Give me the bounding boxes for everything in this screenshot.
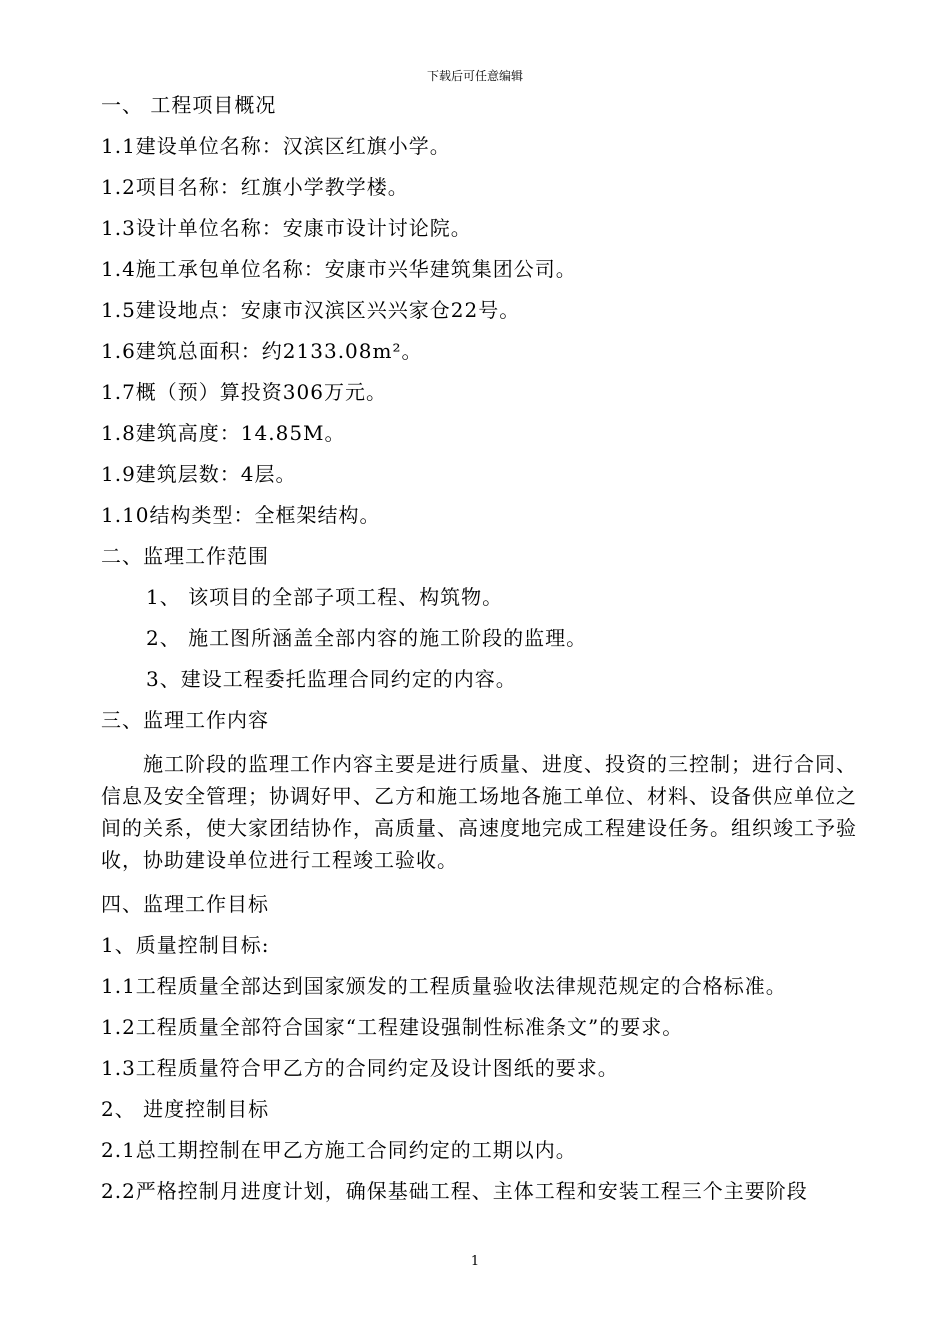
list-item: 2.1总工期控制在甲乙方施工合同约定的工期以内。 [101,1138,577,1162]
list-item: 1.3工程质量符合甲乙方的合同约定及设计图纸的要求。 [101,1056,619,1080]
list-item: 1.2项目名称：红旗小学教学楼。 [101,175,409,199]
list-item: 1.10结构类型：全框架结构。 [101,503,381,527]
section-title: 三、监理工作内容 [101,708,269,732]
list-item: 1.4施工承包单位名称：安康市兴华建筑集团公司。 [101,257,577,281]
section-title: 二、监理工作范围 [101,544,269,568]
list-item: 1.6建筑总面积：约2133.08m²。 [101,339,423,363]
list-item: 1.8建筑高度：14.85M。 [101,421,346,445]
page-number: 1 [470,1254,480,1269]
section-title: 四、监理工作目标 [101,892,269,916]
subsection-title: 1、质量控制目标: [101,933,270,957]
list-item: 1、 该项目的全部子项工程、构筑物。 [146,585,504,609]
list-item: 1.9建筑层数：4层。 [101,462,297,486]
list-item: 1.7概（预）算投资306万元。 [101,380,387,404]
list-item: 1.1建设单位名称：汉滨区红旗小学。 [101,134,451,158]
header-note: 下载后可任意编辑 [426,69,523,83]
list-item: 1.5建设地点：安康市汉滨区兴兴家仓22号。 [101,298,521,322]
paragraph: 施工阶段的监理工作内容主要是进行质量、进度、投资的三控制；进行合同、信息及安全管理；协调好甲、乙方和施工场地各施工单位、材料、设备供应单位之间的关系，使大家团结协作，高质量、高速度地完成工程建设任务。组织竣工予验收，协助建设单位进行工程竣工验收。 [101,752,857,872]
document-body [101,92,871,1219]
list-item: 1.2工程质量全部符合国家“工程建设强制性标准条文”的要求。 [101,1015,684,1039]
subsection-title: 2、 进度控制目标 [101,1097,270,1121]
section-title: 一、 工程项目概况 [101,93,277,117]
list-item: 1.3设计单位名称：安康市设计讨论院。 [101,216,472,240]
list-item: 3、建设工程委托监理合同约定的内容。 [146,667,517,691]
list-item: 2、 施工图所涵盖全部内容的施工阶段的监理。 [146,626,588,650]
list-item: 1.1工程质量全部达到国家颁发的工程质量验收法律规范规定的合格标准。 [101,974,787,998]
list-item: 2.2严格控制月进度计划，确保基础工程、主体工程和安装工程三个主要阶段 [101,1179,808,1203]
